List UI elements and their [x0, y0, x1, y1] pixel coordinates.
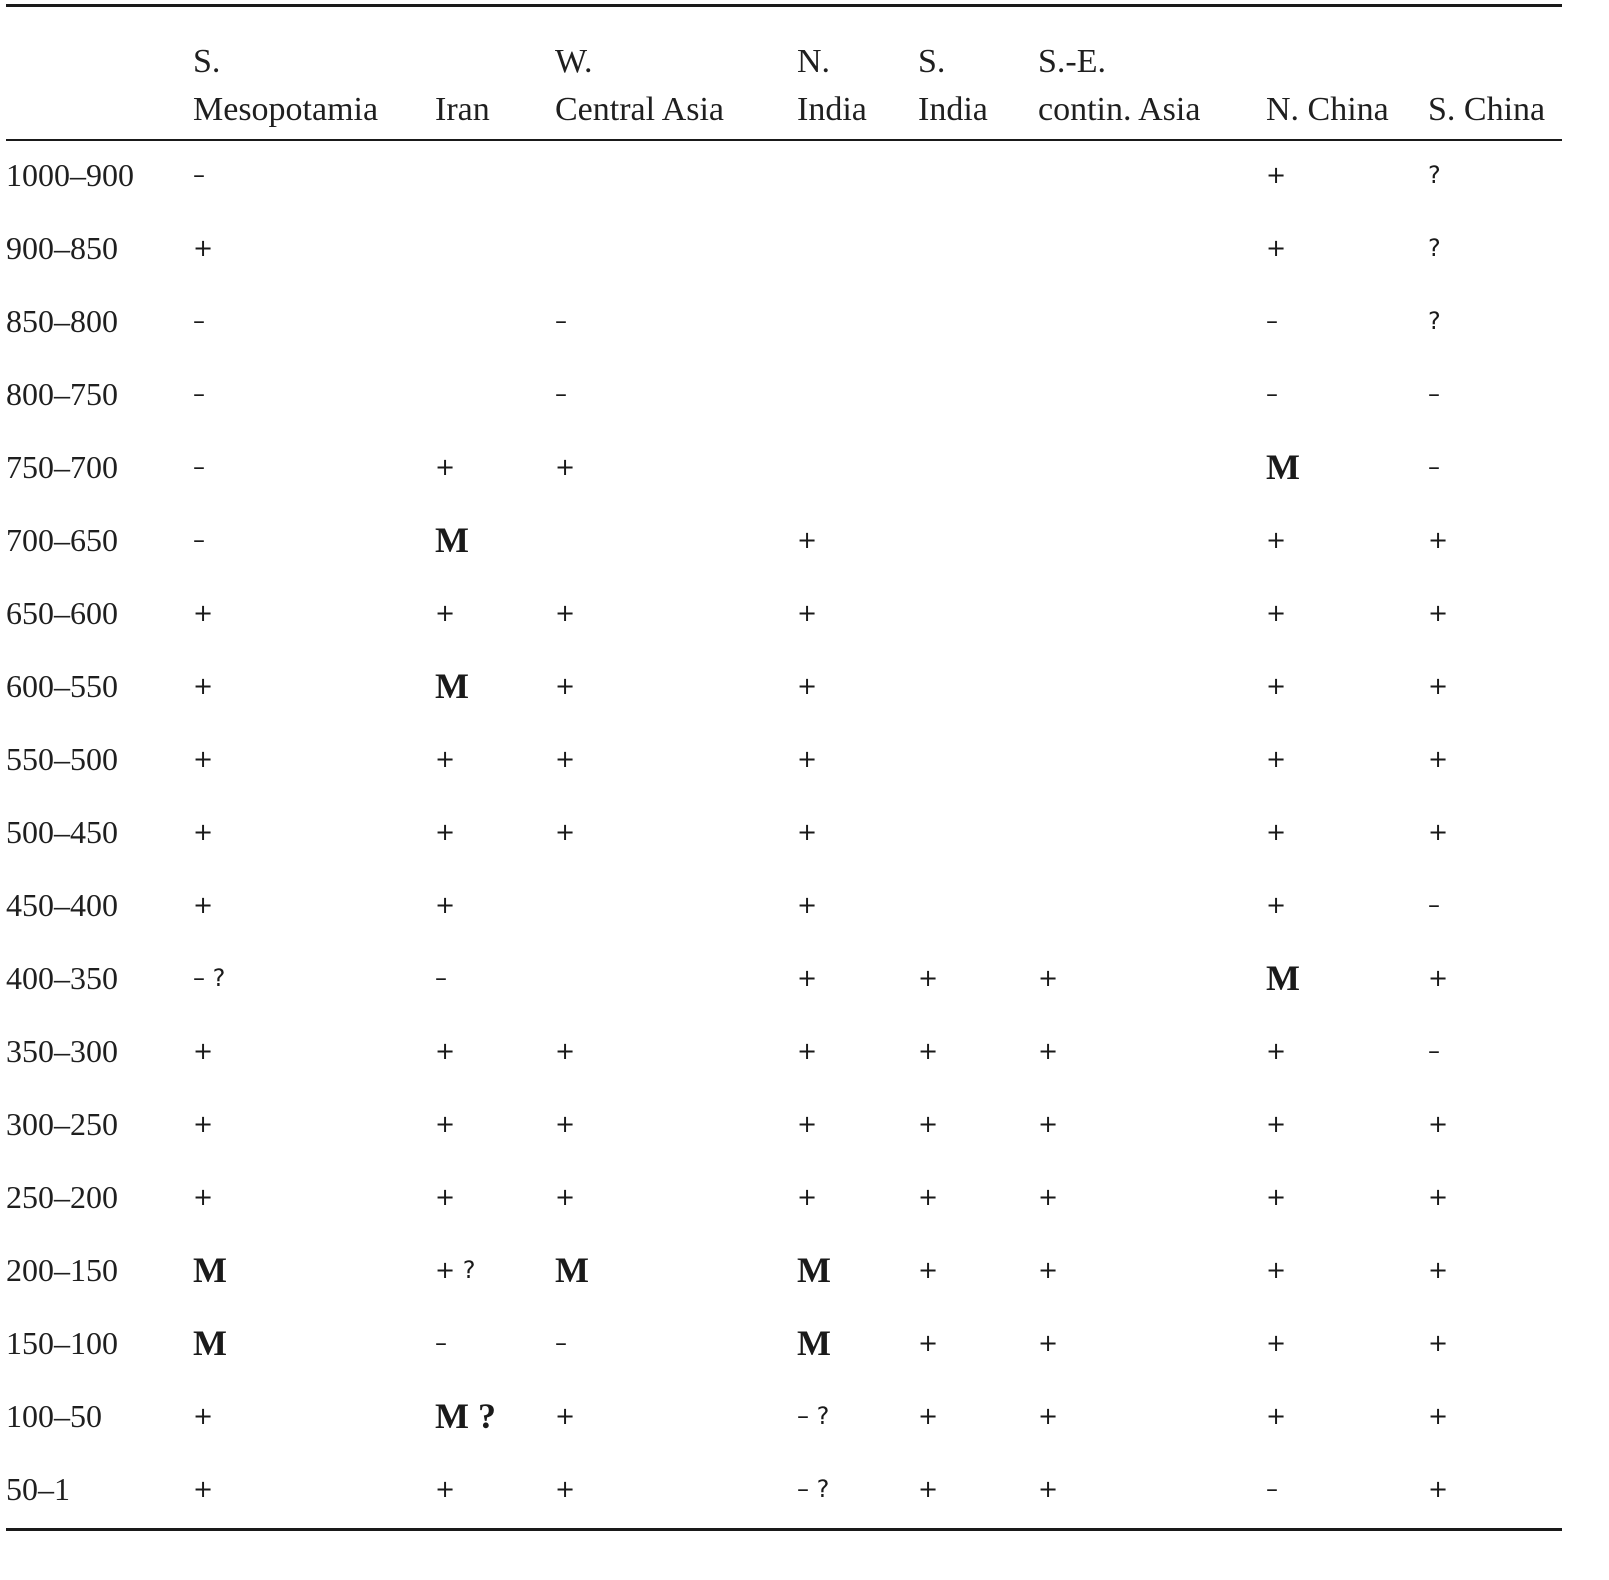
table-cell-s_meso: +: [193, 891, 214, 919]
table-cell-w_casia: +: [555, 818, 576, 846]
table-cell-se_asia: +: [1038, 1037, 1059, 1065]
column-header-s_meso: [193, 38, 378, 134]
row-period-label: 250–200: [6, 1179, 118, 1215]
table-cell-s_meso: M: [193, 1250, 227, 1290]
table-cell-se_asia: +: [1038, 1329, 1059, 1357]
table-cell-w_casia: +: [555, 745, 576, 773]
column-header-line1: [1266, 38, 1389, 86]
table-top-rule: [6, 4, 1562, 7]
table-cell-s_china: +: [1428, 818, 1449, 846]
table-cell-s_meso: +: [193, 1110, 214, 1138]
table-cell-w_casia: +: [555, 1110, 576, 1138]
table-cell-n_china: +: [1266, 161, 1287, 189]
table-cell-w_casia: +: [555, 1402, 576, 1430]
column-header-se_asia: [1038, 38, 1200, 134]
table-cell-iran: +: [435, 1475, 456, 1503]
table-cell-n_china: +: [1266, 818, 1287, 846]
table-cell-se_asia: +: [1038, 1475, 1059, 1503]
table-cell-s_china: +: [1428, 1475, 1449, 1503]
column-header-line1: N.: [797, 43, 831, 80]
table-cell-s_china: –: [1428, 1037, 1440, 1065]
table-cell-s_china: +: [1428, 1329, 1449, 1357]
table-cell-n_china: –: [1266, 1475, 1278, 1503]
table-cell-n_india: +: [797, 672, 818, 700]
table-cell-s_china: +: [1428, 1256, 1449, 1284]
table-row: [0, 431, 1600, 504]
table-cell-w_casia: +: [555, 599, 576, 627]
column-header-line1: S.: [193, 43, 221, 80]
table-cell-n_china: +: [1266, 1110, 1287, 1138]
table-cell-w_casia: +: [555, 1037, 576, 1065]
table-cell-s_meso: +: [193, 1183, 214, 1211]
table-cell-n_china: –: [1266, 380, 1278, 408]
table-cell-n_india: +: [797, 1183, 818, 1211]
table-cell-n_india: +: [797, 526, 818, 554]
table-cell-n_china: +: [1266, 599, 1287, 627]
table-cell-s_meso: +: [193, 1037, 214, 1065]
table-cell-iran: +: [435, 453, 456, 481]
row-period-label: 900–850: [6, 230, 118, 266]
table-cell-s_india: +: [918, 1183, 939, 1211]
column-header-n_china: [1266, 38, 1389, 134]
table-cell-s_meso: +: [193, 672, 214, 700]
table-cell-s_meso: +: [193, 599, 214, 627]
column-header-s_india: [918, 38, 988, 134]
table-cell-n_china: +: [1266, 1256, 1287, 1284]
table-cell-n_india: +: [797, 1037, 818, 1065]
table-cell-n_india: – ?: [797, 1402, 830, 1430]
table-cell-iran: +: [435, 1183, 456, 1211]
table-cell-s_india: +: [918, 1037, 939, 1065]
column-header-n_india: [797, 38, 867, 134]
table-cell-w_casia: M: [555, 1250, 589, 1290]
row-period-label: 50–1: [6, 1471, 70, 1507]
table-cell-w_casia: –: [555, 307, 567, 335]
table-cell-iran: +: [435, 745, 456, 773]
table-cell-s_china: ?: [1428, 307, 1441, 335]
column-header-line1: [435, 38, 490, 86]
table-cell-s_china: –: [1428, 453, 1440, 481]
table-cell-iran: –: [435, 964, 447, 992]
row-period-label: 550–500: [6, 741, 118, 777]
table-cell-w_casia: +: [555, 453, 576, 481]
table-cell-s_meso: +: [193, 818, 214, 846]
table-cell-n_china: +: [1266, 891, 1287, 919]
table-cell-iran: + ?: [435, 1256, 476, 1284]
table-row: [0, 1161, 1600, 1234]
column-header-line2: Central Asia: [555, 91, 725, 128]
table-cell-n_china: +: [1266, 1183, 1287, 1211]
table-cell-s_meso: –: [193, 161, 205, 189]
table-row: [0, 1015, 1600, 1088]
table-cell-s_china: +: [1428, 599, 1449, 627]
table-cell-w_casia: –: [555, 1329, 567, 1357]
table-cell-se_asia: +: [1038, 1110, 1059, 1138]
table-row: [0, 942, 1600, 1015]
table-cell-n_india: M: [797, 1250, 831, 1290]
row-period-label: 800–750: [6, 376, 118, 412]
column-header-s_china: [1428, 38, 1545, 134]
table-cell-n_china: +: [1266, 745, 1287, 773]
table-cell-w_casia: +: [555, 672, 576, 700]
table-cell-n_china: –: [1266, 307, 1278, 335]
column-header-line1: S.: [918, 43, 946, 80]
row-period-label: 500–450: [6, 814, 118, 850]
column-header-line2: Iran: [435, 91, 490, 128]
table-cell-n_china: +: [1266, 1037, 1287, 1065]
table-row: [0, 1307, 1600, 1380]
table-row: [0, 650, 1600, 723]
table-row: [0, 723, 1600, 796]
table-cell-n_china: M: [1266, 958, 1300, 998]
table-cell-iran: M: [435, 666, 469, 706]
column-header-line2: India: [918, 91, 988, 128]
table-cell-s_india: +: [918, 1402, 939, 1430]
table-row: [0, 1088, 1600, 1161]
table-cell-s_meso: –: [193, 526, 205, 554]
table-cell-w_casia: +: [555, 1475, 576, 1503]
table-cell-n_india: +: [797, 964, 818, 992]
column-header-line1: W.: [555, 43, 593, 80]
table-cell-s_meso: +: [193, 745, 214, 773]
table-cell-s_meso: –: [193, 380, 205, 408]
row-period-label: 750–700: [6, 449, 118, 485]
table-cell-s_india: +: [918, 1256, 939, 1284]
table-cell-n_china: +: [1266, 672, 1287, 700]
table-cell-iran: M: [435, 520, 469, 560]
column-header-line2: S. China: [1428, 91, 1546, 128]
table-cell-s_china: +: [1428, 1402, 1449, 1430]
table-cell-n_india: +: [797, 599, 818, 627]
column-header-iran: [435, 38, 490, 134]
table-cell-iran: –: [435, 1329, 447, 1357]
table-cell-s_meso: +: [193, 234, 214, 262]
row-period-label: 350–300: [6, 1033, 118, 1069]
column-header-w_casia: [555, 38, 724, 134]
table-cell-s_china: +: [1428, 964, 1449, 992]
table-cell-s_china: +: [1428, 672, 1449, 700]
table-row: [0, 869, 1600, 942]
row-period-label: 100–50: [6, 1398, 102, 1434]
column-header-line2: India: [797, 91, 867, 128]
table-cell-w_casia: +: [555, 1183, 576, 1211]
table-row: [0, 796, 1600, 869]
column-header-line1: S.-E.: [1038, 43, 1106, 80]
table-row: [0, 285, 1600, 358]
table-row: [0, 139, 1600, 212]
table-cell-s_meso: M: [193, 1323, 227, 1363]
row-period-label: 200–150: [6, 1252, 118, 1288]
table-cell-n_india: +: [797, 745, 818, 773]
row-period-label: 150–100: [6, 1325, 118, 1361]
table-cell-iran: +: [435, 891, 456, 919]
table-row: [0, 358, 1600, 431]
table-cell-s_china: +: [1428, 1110, 1449, 1138]
row-period-label: 400–350: [6, 960, 118, 996]
table-cell-n_india: +: [797, 1110, 818, 1138]
row-period-label: 850–800: [6, 303, 118, 339]
row-period-label: 450–400: [6, 887, 118, 923]
table-cell-n_india: M: [797, 1323, 831, 1363]
table-cell-iran: +: [435, 818, 456, 846]
table-cell-s_china: –: [1428, 380, 1440, 408]
table-cell-s_china: –: [1428, 891, 1440, 919]
table-cell-se_asia: +: [1038, 964, 1059, 992]
table-cell-n_india: +: [797, 818, 818, 846]
table-cell-s_china: +: [1428, 526, 1449, 554]
row-period-label: 650–600: [6, 595, 118, 631]
table-cell-s_meso: +: [193, 1402, 214, 1430]
row-period-label: 1000–900: [6, 157, 134, 193]
table-cell-s_india: +: [918, 1329, 939, 1357]
table-row: [0, 1453, 1600, 1526]
table-row: [0, 504, 1600, 577]
table-cell-s_china: +: [1428, 1183, 1449, 1211]
row-period-label: 700–650: [6, 522, 118, 558]
table-cell-iran: +: [435, 1110, 456, 1138]
table-cell-s_india: +: [918, 1475, 939, 1503]
table-cell-s_meso: – ?: [193, 964, 226, 992]
table-row: [0, 1234, 1600, 1307]
table-row: [0, 212, 1600, 285]
column-header-line2: Mesopotamia: [193, 91, 379, 128]
table-cell-s_india: +: [918, 964, 939, 992]
table-bottom-rule: [6, 1528, 1562, 1531]
table-cell-s_meso: +: [193, 1475, 214, 1503]
table-cell-s_meso: –: [193, 307, 205, 335]
table-row: [0, 1380, 1600, 1453]
table-cell-iran: +: [435, 599, 456, 627]
table-cell-s_china: +: [1428, 745, 1449, 773]
table-cell-s_china: ?: [1428, 161, 1441, 189]
table-cell-s_meso: –: [193, 453, 205, 481]
table-cell-n_china: M: [1266, 447, 1300, 487]
table-cell-n_china: +: [1266, 526, 1287, 554]
column-header-line1: [1428, 38, 1545, 86]
table-cell-se_asia: +: [1038, 1256, 1059, 1284]
table-cell-iran: M ?: [435, 1396, 496, 1436]
table-row: [0, 577, 1600, 650]
row-period-label: 300–250: [6, 1106, 118, 1142]
table-cell-n_china: +: [1266, 1402, 1287, 1430]
column-header-line2: N. China: [1266, 91, 1389, 128]
table-cell-se_asia: +: [1038, 1402, 1059, 1430]
table-cell-s_china: ?: [1428, 234, 1441, 262]
table-cell-n_india: +: [797, 891, 818, 919]
table-cell-iran: +: [435, 1037, 456, 1065]
table-cell-s_india: +: [918, 1110, 939, 1138]
table-cell-w_casia: –: [555, 380, 567, 408]
table-cell-n_china: +: [1266, 234, 1287, 262]
table-cell-n_india: – ?: [797, 1475, 830, 1503]
table-cell-se_asia: +: [1038, 1183, 1059, 1211]
row-period-label: 600–550: [6, 668, 118, 704]
column-header-line2: contin. Asia: [1038, 91, 1201, 128]
table-cell-n_china: +: [1266, 1329, 1287, 1357]
